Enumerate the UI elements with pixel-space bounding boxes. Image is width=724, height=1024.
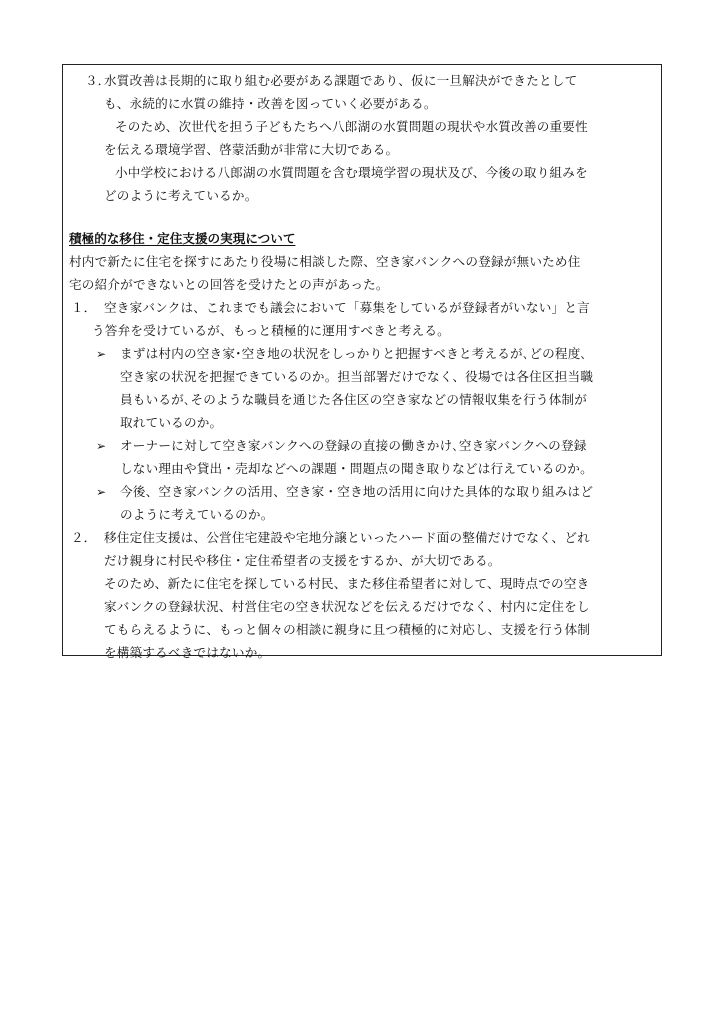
item-2-line: 家バンクの登録状況、村営住宅の空き状況などを伝えるだけでなく、村内に定住をし [104,599,590,614]
item-2-line: そのため、新たに住宅を探している村民、また移住希望者に対して、現時点での空き [104,576,590,591]
item-2-line: を構築するべきではないか。 [104,645,271,660]
item-3-line: 水質改善は長期的に取り組む必要がある課題であり、仮に一旦解決ができたとして [104,73,578,88]
bullet-line: のように考えているのか。 [120,507,274,522]
intro-line: 村内で新たに住宅を探すにあたり役場に相談した際、空き家バンクへの登録が無いため住 [69,254,581,269]
section-heading: 積極的な移住・定住支援の実現について [69,231,296,246]
bullet-line: まずは村内の空き家･空き地の状況をしっかりと把握すべきと考えるが､どの程度､ [120,346,588,361]
item-1-number: １． [71,300,97,315]
bullet-line: 員もいるが､そのような職員を通じた各住区の空き家などの情報収集を行う体制が [120,392,588,407]
item-3-line: どのように考えているか。 [104,188,258,203]
bullet-line: 空き家の状況を把握できているのか。担当部署だけでなく、役場では各住区担当職 [120,369,594,384]
arrow-bullet-icon: ➢ [96,347,107,361]
bullet-line: しない理由や貸出・売却などへの課題・問題点の聞き取りなどは行えているのか。 [120,461,593,476]
bullet-line: オーナーに対して空き家バンクへの登録の直接の働きかけ､空き家バンクへの登録 [120,438,587,453]
item-2-line: てもらえるように、もっと個々の相談に親身に且つ積極的に対応し、支援を行う体制 [104,622,591,637]
item-1-line: 空き家バンクは、これまでも議会において「募集をしているが登録者がいない」と言 [104,300,590,315]
item-2-line: だけ親身に村民や移住・定住希望者の支援をするか、が大切である。 [104,553,501,568]
item-3-line: 小中学校における八郎湖の水質問題を含む環境学習の現状及び、今後の取り組みを [115,165,588,180]
bullet-line: 取れているのか。 [120,415,223,430]
item-1-line: う答弁を受けているが、もっと積極的に運用すべきと考える。 [92,323,450,338]
arrow-bullet-icon: ➢ [96,439,107,453]
item-2-line: 移住定住支援は、公営住宅建設や宅地分譲といったハード面の整備だけでなく、どれ [104,530,590,545]
arrow-bullet-icon: ➢ [96,485,107,499]
bullet-line: 今後、空き家バンクの活用、空き家・空き地の活用に向けた具体的な取り組みはど [120,484,594,499]
item-3-line: も、永続的に水質の維持・改善を図っていく必要がある。 [104,96,437,111]
intro-line: 宅の紹介ができないとの回答を受けたとの声があった。 [69,277,389,292]
item-2-number: ２． [71,530,97,545]
item-3-line: そのため、次世代を担う子どもたちへ八郎湖の水質問題の現状や水質改善の重要性 [115,119,588,134]
item-3-line: を伝える環境学習、啓蒙活動が非常に大切である。 [104,142,399,157]
item-3-number: ３． [85,73,111,88]
